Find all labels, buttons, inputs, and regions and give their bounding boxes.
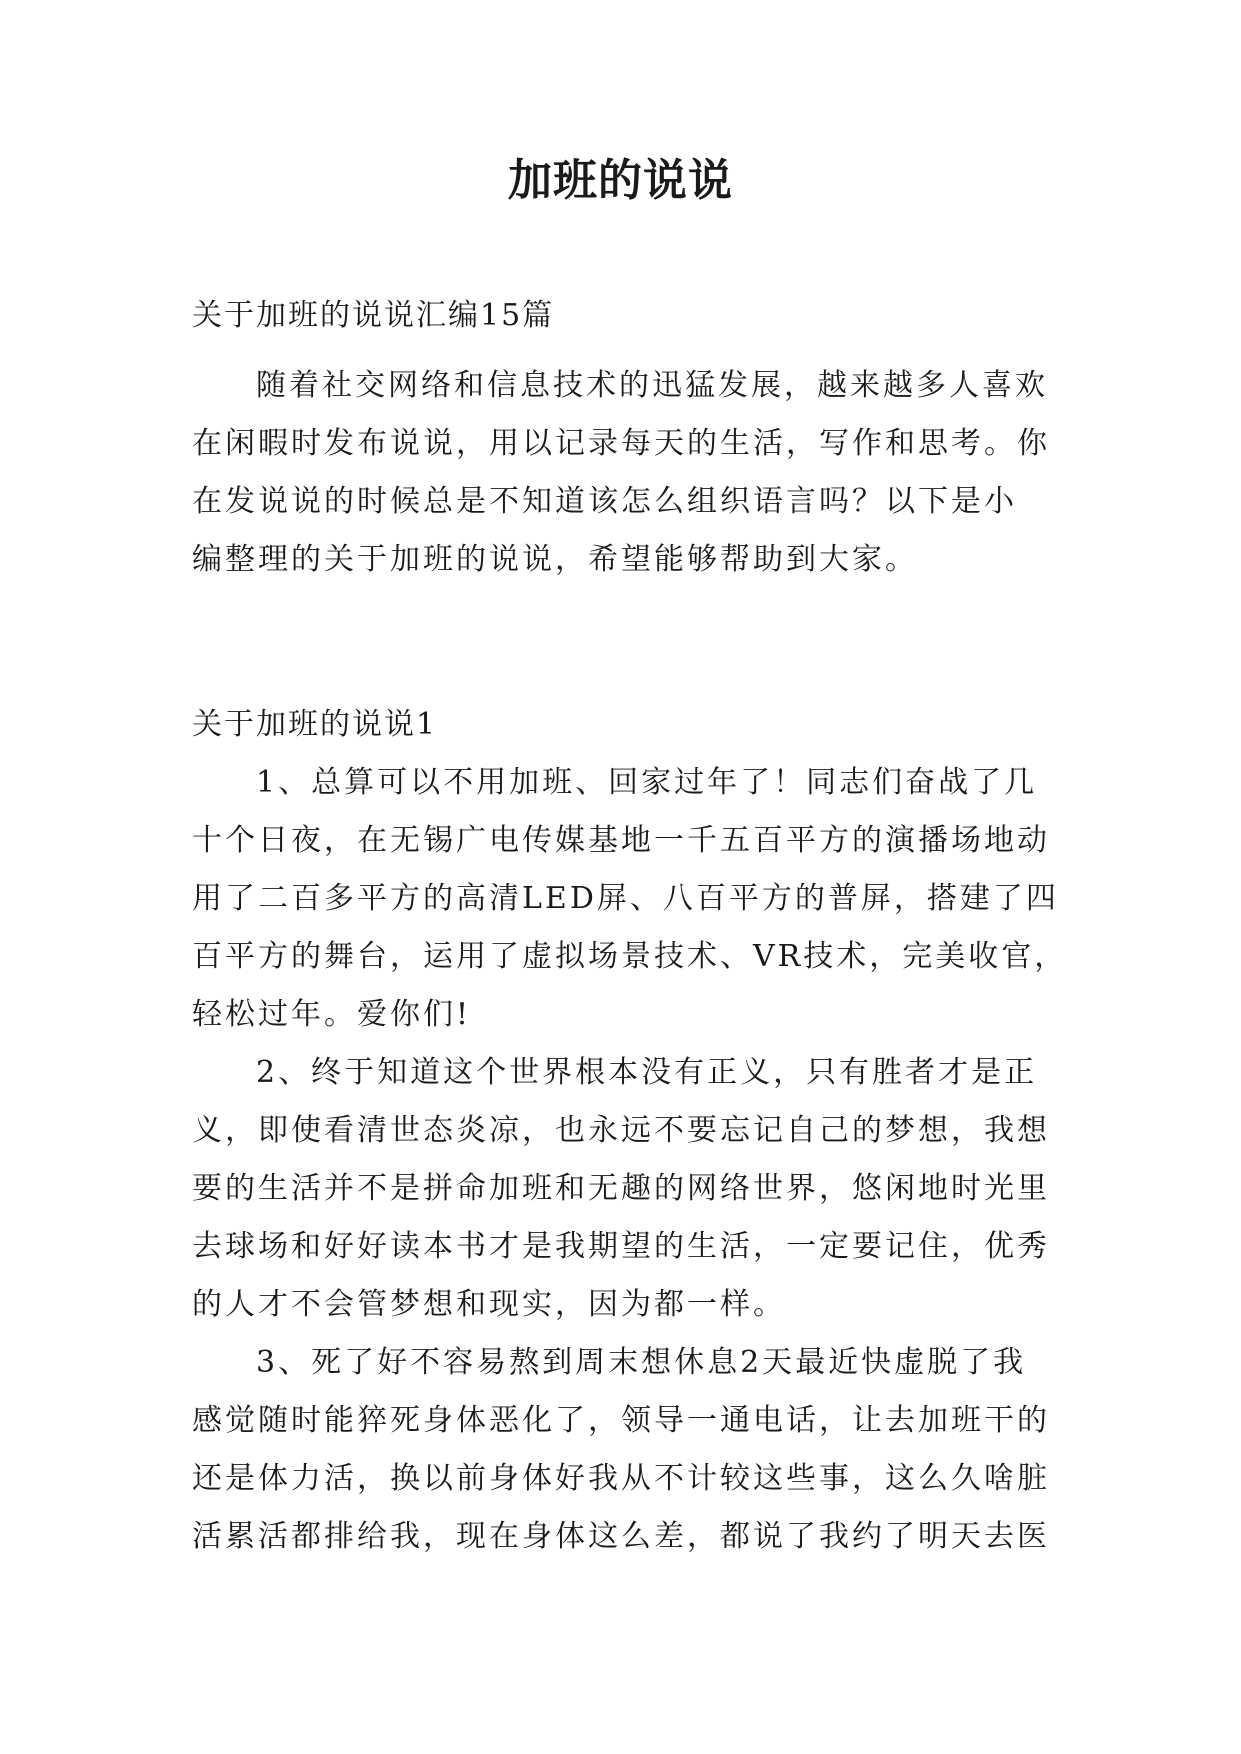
paragraph-line: 义，即使看清世态炎凉，也永远不要忘记自己的梦想，我想 <box>192 1113 1050 1148</box>
intro-paragraph <box>192 357 1062 589</box>
paragraph-line: 3、死了好不容易熬到周末想休息2天最近快虚脱了我 <box>256 1345 1027 1380</box>
paragraph-line: 轻松过年。爱你们! <box>192 997 472 1032</box>
paragraph-line: 用了二百多平方的高清LED屏、八百平方的普屏，搭建了四 <box>192 881 1059 916</box>
paragraph-line: 百平方的舞台，运用了虚拟场景技术、VR技术，完美收官， <box>192 939 1068 974</box>
paragraph-line: 在发说说的时候总是不知道该怎么组织语言吗？以下是小 <box>192 484 1017 519</box>
paragraph-line: 去球场和好好读本书才是我期望的生活，一定要记住，优秀 <box>192 1229 1050 1264</box>
document-subtitle: 关于加班的说说汇编15篇 <box>192 298 555 333</box>
item-1-paragraph <box>192 754 1068 1044</box>
item-3-paragraph <box>192 1334 1062 1566</box>
paragraph-line: 的人才不会管梦想和现实，因为都一样。 <box>192 1287 786 1322</box>
paragraph-line: 在闲暇时发布说说，用以记录每天的生活，写作和思考。你 <box>192 426 1050 461</box>
paragraph-line: 随着社交网络和信息技术的迅猛发展，越来越多人喜欢 <box>256 368 1048 403</box>
paragraph-line: 1、总算可以不用加班、回家过年了！同志们奋战了几 <box>256 765 1038 800</box>
paragraph-line: 2、终于知道这个世界根本没有正义，只有胜者才是正 <box>256 1055 1038 1090</box>
paragraph-line: 活累活都排给我，现在身体这么差，都说了我约了明天去医 <box>192 1519 1050 1554</box>
paragraph-line: 十个日夜，在无锡广电传媒基地一千五百平方的演播场地动 <box>192 823 1050 858</box>
item-2-paragraph <box>192 1044 1062 1334</box>
section-heading: 关于加班的说说1 <box>192 707 438 742</box>
paragraph-line: 还是体力活，换以前身体好我从不计较这些事，这么久啥脏 <box>192 1461 1050 1496</box>
paragraph-line: 要的生活并不是拼命加班和无趣的网络世界，悠闲地时光里 <box>192 1171 1050 1206</box>
document-title: 加班的说说 <box>508 155 733 206</box>
paragraph-line: 编整理的关于加班的说说，希望能够帮助到大家。 <box>192 542 918 577</box>
paragraph-line: 感觉随时能猝死身体恶化了，领导一通电话，让去加班干的 <box>192 1403 1050 1438</box>
